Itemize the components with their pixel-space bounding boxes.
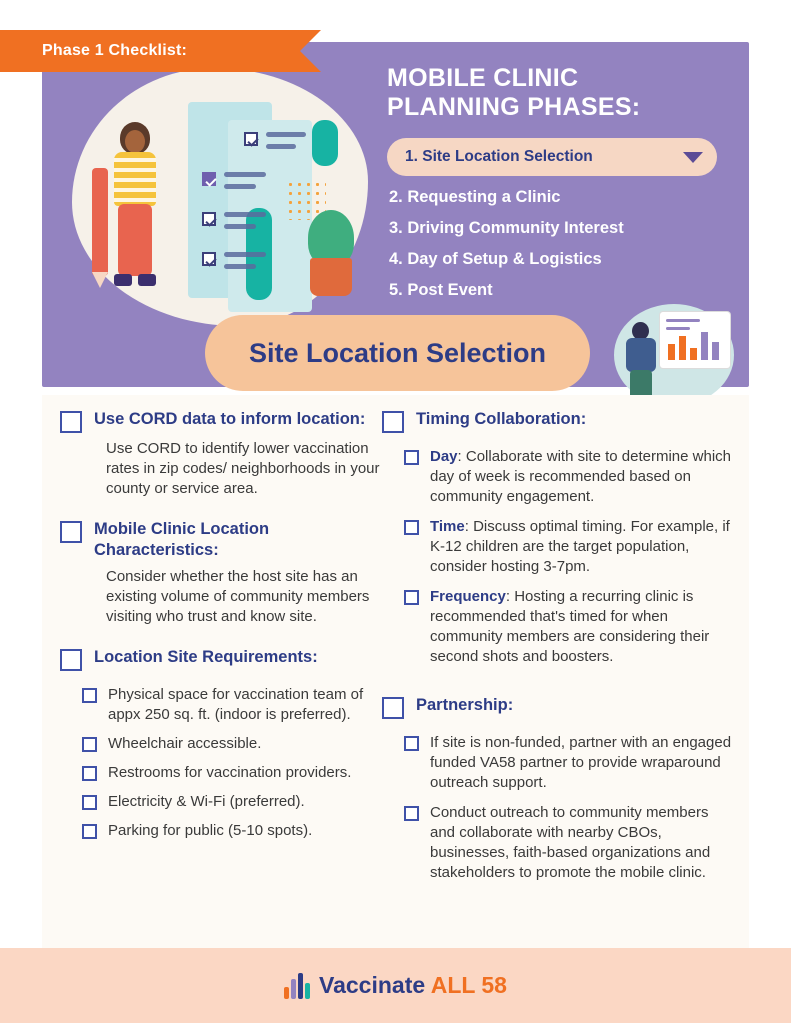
page-footer bbox=[0, 948, 791, 1023]
illustration-line-7 bbox=[224, 252, 266, 257]
phase-item-3[interactable]: 3. Driving Community Interest bbox=[389, 219, 624, 237]
phase-selected-dropdown[interactable] bbox=[387, 138, 717, 176]
timing-text-day bbox=[430, 447, 737, 507]
heading-site-requirements: Location Site Requirements: bbox=[94, 648, 318, 666]
chart-bar-5 bbox=[712, 342, 719, 360]
pencil-icon bbox=[92, 168, 108, 276]
checkbox-partnership[interactable] bbox=[382, 697, 404, 719]
timing-body-time: : Discuss optimal timing. For example, if K-12 children are the target population, consider hosting 3-7pm. bbox=[430, 518, 730, 575]
person-shirt-stripes bbox=[114, 158, 156, 202]
phase-list-panel bbox=[387, 64, 727, 300]
checkbox-requirement-1[interactable] bbox=[82, 688, 97, 703]
chart-bar-4 bbox=[701, 332, 708, 360]
checkbox-partnership-2[interactable] bbox=[404, 806, 419, 821]
checkbox-requirement-4[interactable] bbox=[82, 795, 97, 810]
checkbox-location-characteristics[interactable] bbox=[60, 521, 82, 543]
illustration-line-4 bbox=[224, 184, 256, 189]
body-cord-data: Use CORD to identify lower vaccination rates in zip codes/ neighborhoods in your county or service area. bbox=[106, 440, 380, 497]
timing-lead-day: Day bbox=[430, 448, 458, 465]
teal-pill-1 bbox=[312, 120, 338, 166]
phase-checklist-banner-label: Phase 1 Checklist: bbox=[42, 42, 187, 59]
heading-timing-collaboration: Timing Collaboration: bbox=[416, 410, 587, 428]
chart-bars-icon bbox=[284, 973, 310, 999]
requirement-item bbox=[82, 763, 380, 783]
phase-checklist-banner bbox=[0, 30, 300, 72]
timing-item bbox=[404, 447, 737, 507]
heading-partnership: Partnership: bbox=[416, 696, 514, 714]
requirement-text-2: Wheelchair accessible. bbox=[108, 735, 262, 752]
checklist-block-cord bbox=[60, 409, 380, 499]
chart-bar-2 bbox=[679, 336, 686, 360]
timing-lead-time: Time bbox=[430, 518, 465, 535]
illustration-checkbox-4 bbox=[202, 252, 216, 266]
partnership-text-1: If site is non-funded, partner with an engaged funded VA58 partner to provide wraparound outreach support. bbox=[430, 734, 732, 791]
requirement-text-1: Physical space for vaccination team of appx 250 sq. ft. (indoor is preferred). bbox=[108, 686, 364, 723]
chart-board bbox=[660, 312, 730, 368]
requirement-item bbox=[82, 734, 380, 754]
hero-title-line2: PLANNING PHASES: bbox=[387, 93, 641, 121]
pencil-tip bbox=[92, 272, 108, 288]
timing-text-time bbox=[430, 517, 737, 577]
requirement-text-3: Restrooms for vaccination providers. bbox=[108, 764, 352, 781]
presentation-illustration bbox=[608, 300, 740, 410]
footer-brand bbox=[319, 972, 507, 999]
illustration-line-6 bbox=[224, 224, 256, 229]
checklist-block-partnership bbox=[382, 695, 737, 883]
right-column bbox=[382, 409, 737, 895]
person-shoe-left bbox=[114, 274, 132, 286]
requirement-text-4: Electricity & Wi-Fi (preferred). bbox=[108, 793, 305, 810]
checklist-illustration bbox=[60, 60, 380, 340]
illustration-line-8 bbox=[224, 264, 256, 269]
board-line-1 bbox=[666, 319, 700, 322]
heading-cord-data: Use CORD data to inform location: bbox=[94, 410, 366, 428]
illustration-line-1 bbox=[266, 132, 306, 137]
footer-brand-primary: Vaccinate bbox=[319, 972, 426, 998]
checkbox-requirement-5[interactable] bbox=[82, 824, 97, 839]
person-shoe-right bbox=[138, 274, 156, 286]
checklist-block-characteristics bbox=[60, 519, 380, 627]
illustration-line-5 bbox=[224, 212, 266, 217]
checkbox-timing-day[interactable] bbox=[404, 450, 419, 465]
person-legs bbox=[118, 204, 152, 276]
illustration-line-3 bbox=[224, 172, 266, 177]
section-title: Site Location Selection bbox=[248, 337, 547, 368]
timing-text-frequency bbox=[430, 587, 737, 667]
partnership-item bbox=[404, 733, 737, 793]
requirement-item bbox=[82, 685, 380, 725]
requirement-item bbox=[82, 821, 380, 841]
illustration-checkbox-2 bbox=[202, 172, 216, 186]
presenter-body bbox=[626, 338, 656, 372]
checkbox-timing-frequency[interactable] bbox=[404, 590, 419, 605]
illustration-checkbox-1 bbox=[244, 132, 258, 146]
checklist-block-requirements bbox=[60, 647, 380, 841]
timing-body-day: : Collaborate with site to determine which day of week is recommended based on community engagement. bbox=[430, 448, 731, 505]
plant-pot bbox=[310, 258, 352, 296]
checkbox-requirement-2[interactable] bbox=[82, 737, 97, 752]
timing-lead-frequency: Frequency bbox=[430, 588, 506, 605]
checklist-block-timing bbox=[382, 409, 737, 667]
checkbox-timing-time[interactable] bbox=[404, 520, 419, 535]
heading-location-characteristics: Mobile Clinic Location Characteristics: bbox=[94, 520, 270, 559]
chart-bar-3 bbox=[690, 348, 697, 360]
hero-title bbox=[387, 64, 727, 122]
checkbox-requirement-3[interactable] bbox=[82, 766, 97, 781]
phase-item-5[interactable]: 5. Post Event bbox=[389, 281, 493, 299]
checkbox-partnership-1[interactable] bbox=[404, 736, 419, 751]
requirement-item bbox=[82, 792, 380, 812]
body-location-characteristics: Consider whether the host site has an existing volume of community members visiting who trust and know site. bbox=[106, 568, 370, 625]
section-title-pill bbox=[205, 315, 590, 391]
checklist-content bbox=[42, 395, 749, 950]
timing-item bbox=[404, 587, 737, 667]
person-illustration bbox=[96, 122, 178, 312]
person-face bbox=[125, 130, 145, 153]
illustration-checkbox-3 bbox=[202, 212, 216, 226]
chevron-down-icon[interactable] bbox=[683, 152, 703, 163]
phase-item-2[interactable]: 2. Requesting a Clinic bbox=[389, 188, 561, 206]
partnership-text-2: Conduct outreach to community members and collaborate with nearby CBOs, businesses, faith-based organizations and stakeholders to promote the mobile clinic. bbox=[430, 804, 711, 881]
partnership-item bbox=[404, 803, 737, 883]
footer-brand-accent: ALL 58 bbox=[430, 972, 507, 998]
phase-item-4[interactable]: 4. Day of Setup & Logistics bbox=[389, 250, 602, 268]
requirement-text-5: Parking for public (5-10 spots). bbox=[108, 822, 313, 839]
timing-body-frequency: : Hosting a recurring clinic is recommended that's timed for when community members are considering their second shots and boosters. bbox=[430, 588, 710, 665]
presenter-figure bbox=[626, 322, 660, 396]
checkbox-timing-collaboration[interactable] bbox=[382, 411, 404, 433]
left-column bbox=[60, 409, 380, 853]
checkbox-cord-data[interactable] bbox=[60, 411, 82, 433]
board-line-2 bbox=[666, 327, 690, 330]
timing-item bbox=[404, 517, 737, 577]
hero-title-line1: MOBILE CLINIC bbox=[387, 64, 579, 92]
chart-bar-1 bbox=[668, 344, 675, 360]
phase-selected-label: 1. Site Location Selection bbox=[405, 148, 593, 165]
checkbox-site-requirements[interactable] bbox=[60, 649, 82, 671]
illustration-line-2 bbox=[266, 144, 296, 149]
